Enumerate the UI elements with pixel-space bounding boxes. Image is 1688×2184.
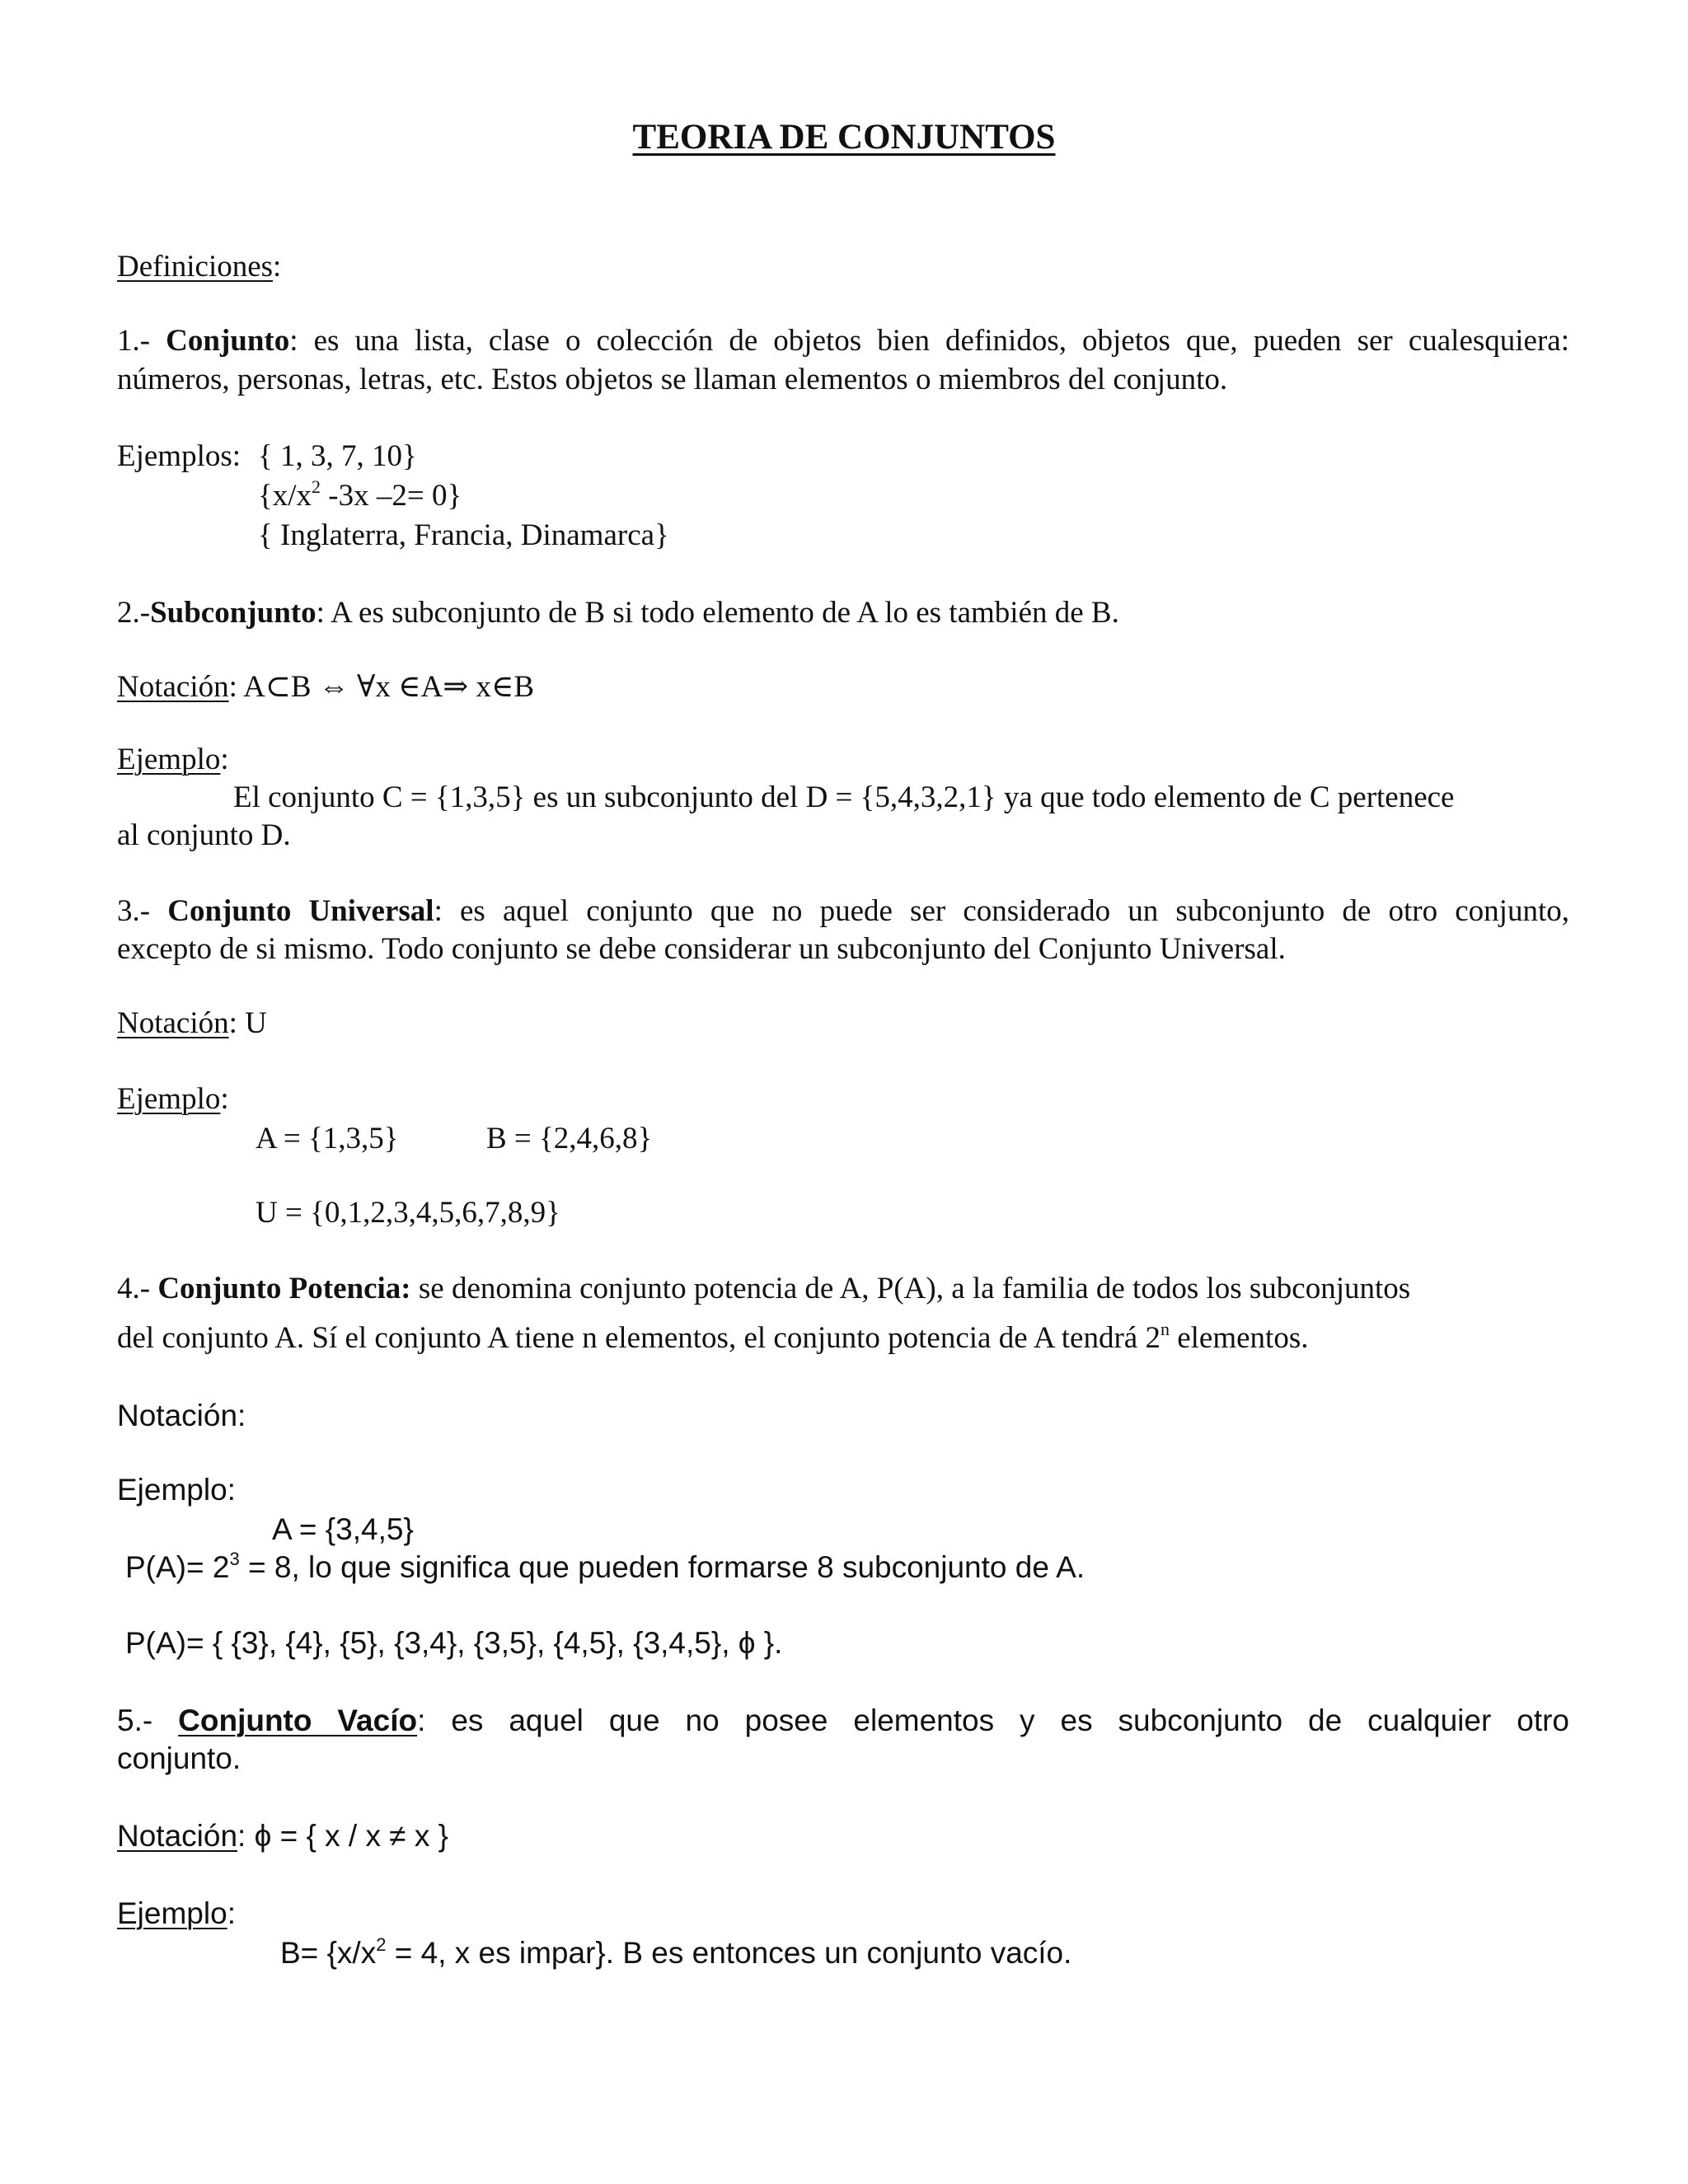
- vacio-ejemplo-label: Ejemplo:: [117, 1896, 236, 1930]
- subconjunto-ejemplo-label: Ejemplo:: [117, 743, 229, 776]
- universal-set-b: B = {2,4,6,8}: [486, 1122, 653, 1155]
- subconjunto-notacion: Notación: A⊂B ⇔ ∀x ∈A⇒ x∈B: [117, 670, 535, 704]
- conjunto-example-3: { Inglaterra, Francia, Dinamarca}: [258, 518, 669, 552]
- vacio-definition-line2: conjunto.: [117, 1741, 241, 1775]
- universal-ejemplo-label: Ejemplo:: [117, 1082, 229, 1116]
- definiciones-heading: Definiciones:: [117, 250, 282, 284]
- vacio-definition-line1: 5.- Conjunto Vacío: es aquel que no posee elementos y es subconjunto de cualquier otro: [117, 1704, 1569, 1737]
- universal-definition-line1: 3.- Conjunto Universal: es aquel conjunto que no puede ser considerado un subconjunto de otro conjunto,: [117, 894, 1569, 928]
- vacio-notacion: Notación: ϕ = { x / x ≠ x }: [117, 1819, 448, 1853]
- subconjunto-example-line2: al conjunto D.: [117, 818, 291, 852]
- potencia-definition-line1: 4.- Conjunto Potencia: se denomina conjunto potencia de A, P(A), a la familia de todos los subconjuntos: [117, 1272, 1411, 1305]
- conjunto-ejemplos-label: Ejemplos:: [117, 439, 241, 473]
- universal-set-u: U = {0,1,2,3,4,5,6,7,8,9}: [256, 1196, 560, 1230]
- universal-notacion: Notación: U: [117, 1006, 267, 1040]
- potencia-definition-line2: del conjunto A. Sí el conjunto A tiene n elementos, el conjunto potencia de A tendrá 2$^n$ elementos.: [117, 1318, 1309, 1355]
- conjunto-example-1: { 1, 3, 7, 10}: [258, 439, 417, 473]
- potencia-count: $P(A)= 2^3 = 8$, lo que significa que pueden formarse 8 subconjunto de A.: [125, 1548, 1085, 1584]
- universal-set-a: A = {1,3,5}: [256, 1122, 399, 1155]
- potencia-set-a: A = {3,4,5}: [272, 1512, 414, 1546]
- conjunto-definition-line1: 1.- Conjunto: es una lista, clase o colección de objetos bien definidos, objetos que, pueden ser cualesquiera:: [117, 324, 1569, 358]
- potencia-list: P(A)= { {3}, {4}, {5}, {3,4}, {3,5}, {4,5}, {3,4,5}, ϕ }.: [125, 1626, 783, 1660]
- vacio-example: $B= \{x/x^2 = 4$, x es impar}. B es entonces un conjunto vacío.: [280, 1933, 1072, 1970]
- conjunto-definition-line2: números, personas, letras, etc. Estos objetos se llaman elementos o miembros del conjunto.: [117, 363, 1228, 396]
- subconjunto-definition: 2.-Subconjunto: A es subconjunto de B si todo elemento de A lo es también de B.: [117, 596, 1119, 630]
- subconjunto-example-line1: El conjunto C = {1,3,5} es un subconjunto del D = {5,4,3,2,1} ya que todo elemento de C pertenece: [233, 780, 1455, 814]
- page-title: TEORIA DE CONJUNTOS: [632, 118, 1056, 157]
- potencia-ejemplo-label: Ejemplo:: [117, 1473, 236, 1507]
- conjunto-example-2: {$x/x^2$ -3x –2= 0}: [258, 476, 462, 513]
- potencia-notacion: Notación:: [117, 1399, 246, 1432]
- universal-definition-line2: excepto de si mismo. Todo conjunto se debe considerar un subconjunto del Conjunto Universal.: [117, 932, 1286, 966]
